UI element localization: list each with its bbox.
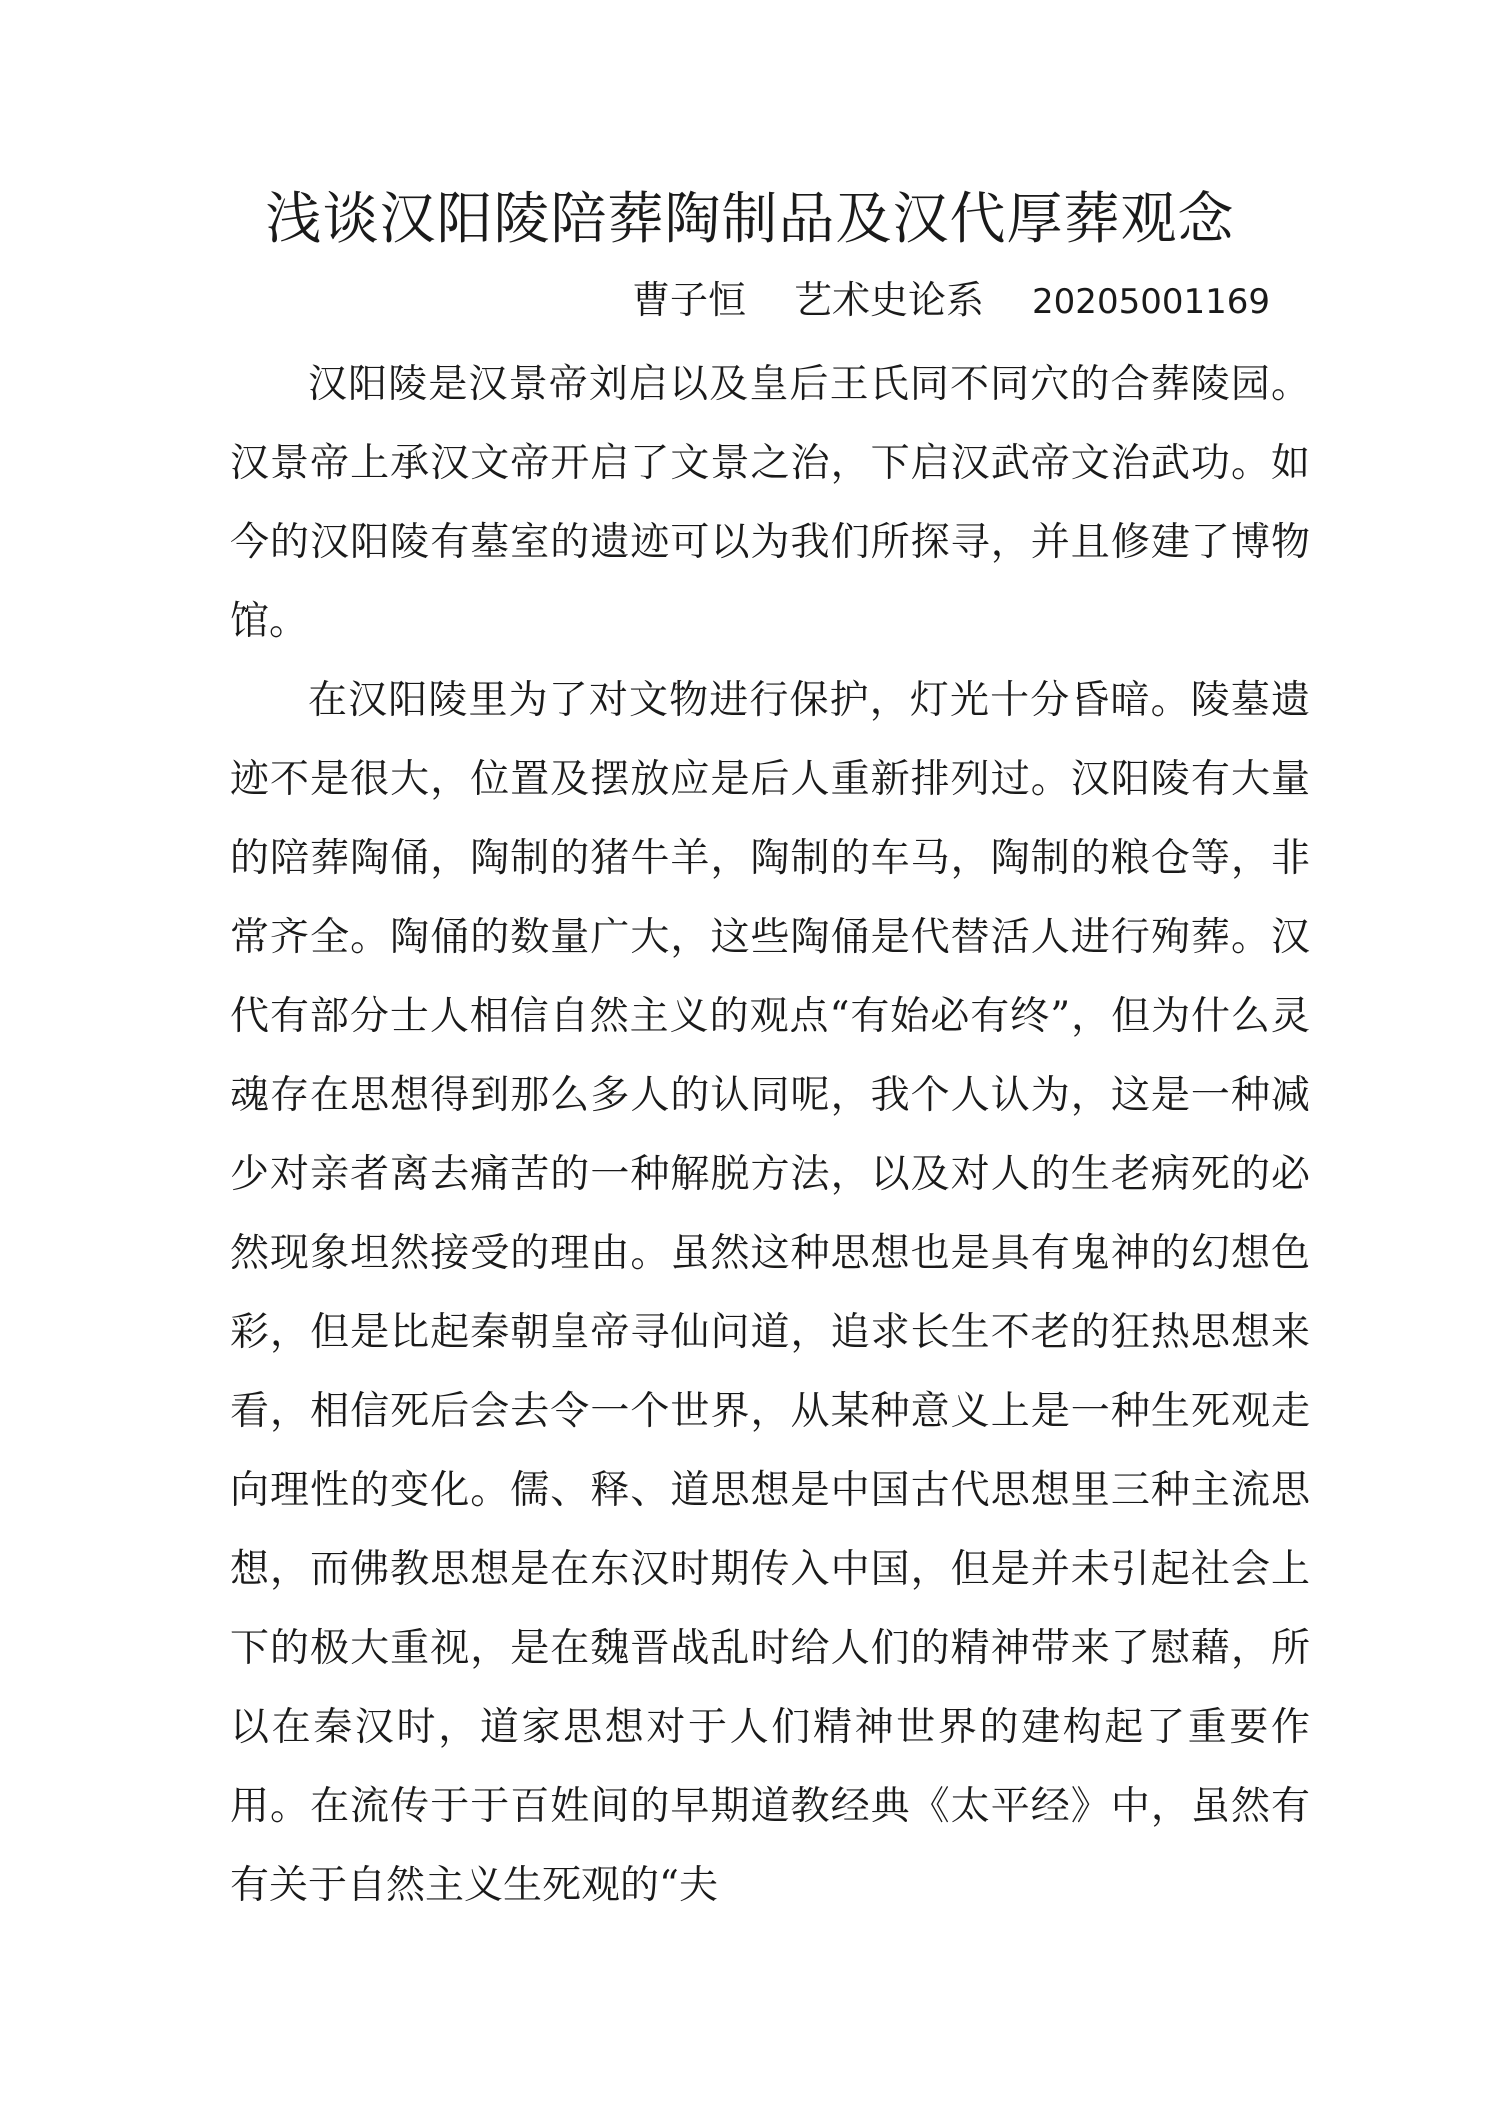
byline <box>632 270 1270 332</box>
paragraph-1: 汉阳陵是汉景帝刘启以及皇后王氏同不同穴的合葬陵园。汉景帝上承汉文帝开启了文景之治，下启汉武帝文治武功。如今的汉阳陵有墓室的遗迹可以为我们所探寻，并且修建了博物馆。 <box>230 362 1310 644</box>
student-id: 20205001169 <box>1032 282 1270 322</box>
document-title: 浅谈汉阳陵陪葬陶制品及汉代厚葬观念 <box>265 187 1235 252</box>
author-name: 曹子恒 <box>632 278 747 322</box>
paragraph-2: 在汉阳陵里为了对文物进行保护，灯光十分昏暗。陵墓遗迹不是很大，位置及摆放应是后人重新排列过。汉阳陵有大量的陪葬陶俑，陶制的猪牛羊，陶制的车马，陶制的粮仓等，非常齐全。陶俑的数量广大，这些陶俑是代替活人进行殉葬。汉代有部分士人相信自然主义的观点“有始必有终”，但为什么灵魂存在思想得到那么多人的认同呢，我个人认为，这是一种减少对亲者离去痛苦的一种解脱方法，以及对人的生老病死的必然现象坦然接受的理由。虽然这种思想也是具有鬼神的幻想色彩，但是比起秦朝皇帝寻仙问道，追求长生不老的狂热思想来看，相信死后会去令一个世界，从某种意义上是一种生死观走向理性的变化。儒、释、道思想是中国古代思想里三种主流思想，而佛教思想是在东汉时期传入中国，但是并未引起社会上下的极大重视，是在魏晋战乱时给人们的精神带来了慰藉，所以在秦汉时，道家思想对于人们精神世界的建构起了重要作用。在流传于于百姓间的早期道教经典《太平经》中，虽然有有关于自然主义生死观的“夫 <box>230 678 1310 1908</box>
document-body <box>230 345 1310 1925</box>
department-name: 艺术史论系 <box>794 278 985 322</box>
